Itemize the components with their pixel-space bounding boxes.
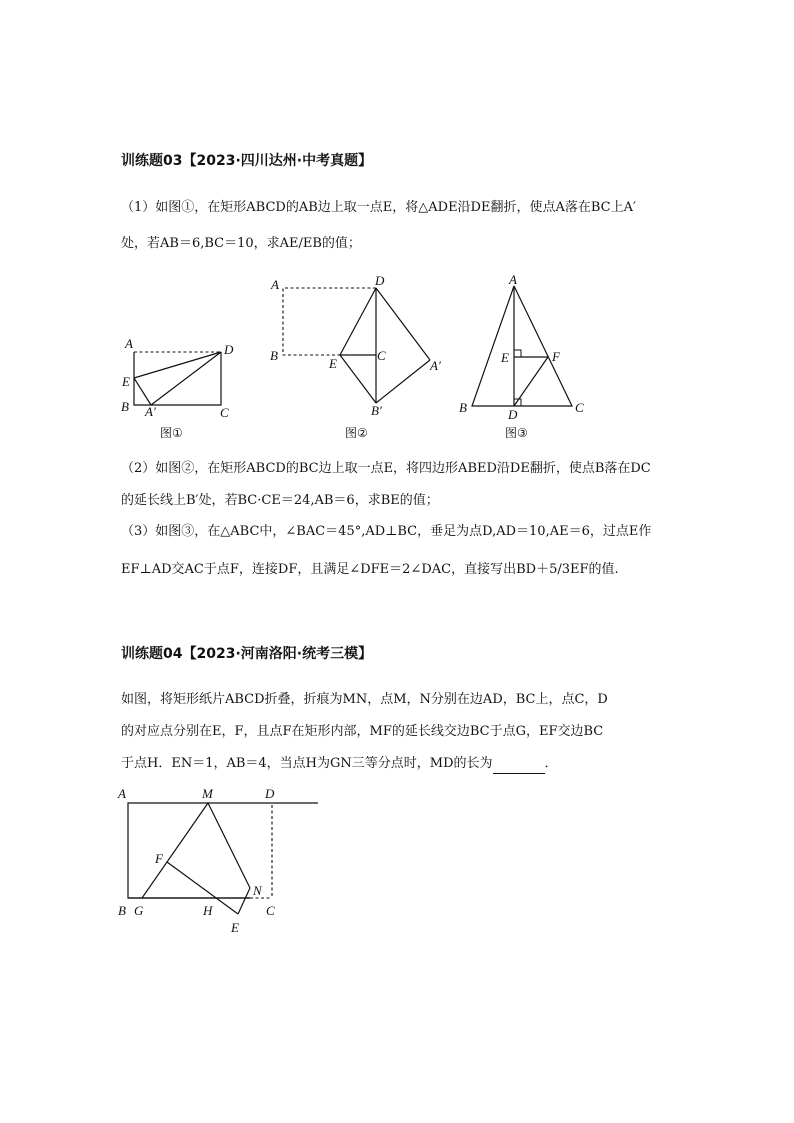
fig4-label-a: A: [118, 786, 126, 801]
fig1-label-b: B: [121, 399, 129, 414]
fig2-label-a: A: [271, 277, 279, 292]
fig4-label-e: E: [231, 920, 239, 935]
fig4-label-m: M: [202, 786, 213, 801]
fig1-label-d: D: [224, 342, 234, 357]
fig4-label-b: B: [118, 903, 126, 918]
fig2-caption: 图②: [345, 426, 368, 440]
fig3-caption: 图③: [505, 426, 528, 440]
part1-line1: （1）如图①，在矩形ABCD的AB边上取一点E，将△ADE沿DE翻折，使点A落在BC上A′: [121, 200, 636, 215]
fig1-caption: 图①: [160, 426, 183, 440]
problem4-line3: [121, 754, 558, 774]
fig4-label-f: F: [155, 851, 163, 866]
fig1-label-e: E: [122, 374, 130, 389]
section-03-heading: 训练题03【2023·四川达州·中考真题】: [121, 153, 373, 169]
fig2-label-c: C: [377, 348, 386, 363]
fig3-label-b: B: [459, 400, 467, 415]
fig4-label-d: D: [265, 786, 275, 801]
figure-4: [110, 780, 290, 940]
fig1-label-a-prime: A′: [145, 404, 156, 419]
fig4-label-c: C: [266, 903, 275, 918]
fig3-label-c: C: [575, 400, 584, 415]
fig1-label-a: A: [125, 336, 133, 351]
fig3-label-d: D: [508, 407, 518, 422]
part3-line2: EF⊥AD交AC于点F，连接DF，且满足∠DFE＝2∠DAC，直接写出BD＋5/3EF的值.: [121, 562, 619, 577]
part2-line1: （2）如图②，在矩形ABCD的BC边上取一点E，将四边形ABED沿DE翻折，使点B落在DC: [121, 461, 651, 476]
problem4-line3-end: ．: [544, 756, 558, 771]
problem4-line3-text: 于点H．EN＝1，AB＝4，当点H为GN三等分点时，MD的长为: [121, 756, 493, 771]
problem4-line1: 如图，将矩形纸片ABCD折叠，折痕为MN，点M，N分别在边AD，BC上，点C，D: [121, 692, 608, 707]
fig4-label-n: N: [253, 883, 262, 898]
fig3-label-a: A: [509, 272, 517, 287]
fig4-label-g: G: [134, 903, 144, 918]
fig4-label-h: H: [203, 903, 213, 918]
fig1-label-c: C: [220, 405, 229, 420]
section-04-heading: 训练题04【2023·河南洛阳·统考三模】: [121, 646, 373, 662]
problem4-line2: 的对应点分别在E，F，且点F在矩形内部，MF的延长线交边BC于点G，EF交边BC: [121, 724, 604, 739]
part3-line1: （3）如图③，在△ABC中，∠BAC＝45°,AD⊥BC，垂足为点D,AD＝10,AE＝6，过点E作: [121, 524, 652, 539]
fig2-label-b-prime: B′: [371, 403, 382, 418]
fig2-label-b: B: [270, 348, 278, 363]
fig2-label-d: D: [375, 273, 385, 288]
answer-blank[interactable]: [493, 759, 545, 774]
fig2-label-a-prime: A′: [430, 358, 441, 373]
figure-1: [110, 330, 240, 445]
fig3-label-f: F: [552, 349, 560, 364]
part1-line2: 处，若AB＝6,BC＝10，求AE/EB的值；: [121, 236, 361, 251]
figure-2: [265, 270, 450, 445]
fig2-label-e: E: [329, 356, 337, 371]
figure-3: [455, 270, 590, 445]
fig3-label-e: E: [501, 350, 509, 365]
part2-line2: 的延长线上B′处，若BC·CE＝24,AB＝6，求BE的值；: [121, 493, 439, 508]
